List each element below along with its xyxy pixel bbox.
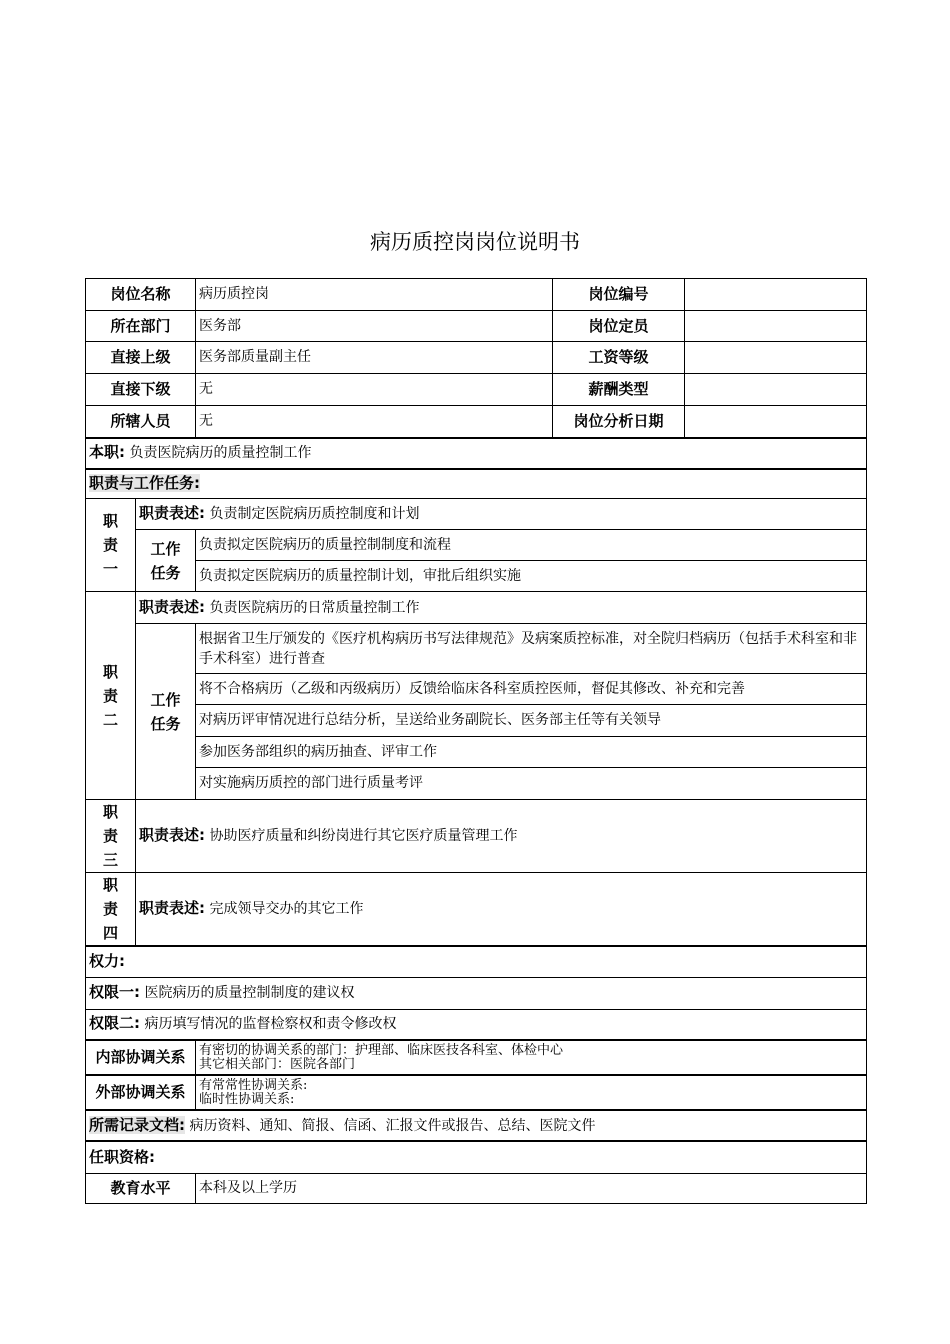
value-staff: 无 (196, 406, 553, 438)
job-description-sheet (85, 278, 866, 1204)
duty-1-task-label: 工作 任务 (136, 530, 196, 592)
duty-2-task-5: 对实施病历质控的部门进行质量考评 (196, 768, 867, 800)
duty-3-statement-label: 职责表述: (139, 826, 205, 844)
label-salary-grade: 工资等级 (553, 342, 685, 374)
duty-4-statement: 完成领导交办的其它工作 (209, 901, 364, 917)
duty-2-task-3: 对病历评审情况进行总结分析，呈送给业务副院长、医务部主任等有关领导 (196, 705, 867, 737)
header-row (86, 311, 867, 342)
power-1-value: 医院病历的质量控制制度的建议权 (144, 985, 355, 1001)
value-analysis-date (685, 406, 867, 438)
duty-2-label: 职 责 二 (86, 592, 136, 800)
external-coord-line-1: 有常常性协调关系: (199, 1077, 308, 1093)
duty-3-label: 职 责 三 (86, 800, 136, 873)
value-headcount (685, 311, 867, 342)
duty-1-task-2: 负责拟定医院病历的质量控制计划，审批后组织实施 (196, 561, 867, 592)
internal-coord-row (86, 1040, 867, 1075)
duty-1-task-row (86, 561, 867, 592)
duty-4-row (86, 873, 867, 947)
duty-2-statement-label: 职责表述: (139, 597, 205, 616)
external-coord-label: 外部协调关系 (86, 1075, 196, 1110)
power-2-label: 权限二: (89, 1014, 140, 1033)
duty-2-statement-row (86, 592, 867, 624)
value-pay-type (685, 374, 867, 406)
internal-coord-line-1: 有密切的协调关系的部门：护理部、临床医技各科室、体检中心 (199, 1042, 564, 1058)
duty-2-task-row (86, 768, 867, 800)
duties-heading: 职责与工作任务: (89, 474, 200, 493)
duty-4-label: 职 责 四 (86, 873, 136, 947)
power-2-value: 病历填写情况的监督检察权和责令修改权 (144, 1016, 397, 1033)
qualification-heading: 任职资格: (86, 1141, 867, 1173)
page-title: 病历质控岗岗位说明书 (370, 230, 580, 254)
label-position-code: 岗位编号 (553, 279, 685, 311)
power-1-label: 权限一: (89, 983, 140, 1001)
duty-1-label: 职 责 一 (86, 499, 136, 592)
label-subordinate: 直接下级 (86, 374, 196, 406)
external-coord-line-2: 临时性协调关系: (199, 1091, 295, 1107)
duty-1-statement-row (86, 499, 867, 530)
power-row-2 (86, 1009, 867, 1040)
label-analysis-date: 岗位分析日期 (553, 406, 685, 438)
duty-1-statement-label: 职责表述: (139, 504, 205, 522)
internal-coord-line-2: 其它相关部门：医院各部门 (199, 1056, 356, 1072)
label-supervisor: 直接上级 (86, 342, 196, 374)
duty-3-statement: 协助医疗质量和纠纷岗进行其它医疗质量管理工作 (209, 828, 518, 844)
duty-1-statement: 负责制定医院病历质控制度和计划 (209, 506, 420, 522)
label-staff: 所辖人员 (86, 406, 196, 438)
records-value: 病历资料、通知、简报、信函、汇报文件或报告、总结、医院文件 (189, 1117, 596, 1134)
value-position-name: 病历质控岗 (196, 279, 553, 311)
duty-3-row (86, 800, 867, 873)
duty-2-task-row (86, 705, 867, 737)
value-position-code (685, 279, 867, 311)
duty-2-task-label: 工作 任务 (136, 624, 196, 800)
duty-2-task-4: 参加医务部组织的病历抽查、评审工作 (196, 737, 867, 768)
power-heading-row (86, 946, 867, 977)
label-position-name: 岗位名称 (86, 279, 196, 311)
education-label: 教育水平 (86, 1173, 196, 1203)
power-heading: 权力: (86, 946, 867, 977)
duty-1-task-row (86, 530, 867, 561)
duty-2-task-row (86, 624, 867, 674)
header-row (86, 406, 867, 438)
core-duty-row (86, 438, 867, 469)
education-row (86, 1173, 867, 1203)
education-value: 本科及以上学历 (196, 1173, 867, 1203)
duty-2-task-1: 根据省卫生厅颁发的《医疗机构病历书写法律规范》及病案质控标准，对全院归档病历（包括手术科室和非手术科室）进行普查 (196, 624, 867, 674)
duties-heading-row (86, 469, 867, 499)
header-row (86, 342, 867, 374)
value-supervisor: 医务部质量副主任 (196, 342, 553, 374)
core-duty-label: 本职: (89, 443, 125, 461)
duty-2-task-2: 将不合格病历（乙级和丙级病历）反馈给临床各科室质控医师，督促其修改、补充和完善 (196, 674, 867, 705)
header-row (86, 374, 867, 406)
duty-2-statement: 负责医院病历的日常质量控制工作 (209, 599, 420, 616)
duty-4-statement-label: 职责表述: (139, 899, 205, 917)
label-department: 所在部门 (86, 311, 196, 342)
qualification-heading-row (86, 1141, 867, 1173)
label-pay-type: 薪酬类型 (553, 374, 685, 406)
duty-1-task-1: 负责拟定医院病历的质量控制制度和流程 (196, 530, 867, 561)
power-row-1 (86, 977, 867, 1009)
value-salary-grade (685, 342, 867, 374)
value-department: 医务部 (196, 311, 553, 342)
value-subordinate: 无 (196, 374, 553, 406)
internal-coord-label: 内部协调关系 (86, 1040, 196, 1075)
records-row (86, 1110, 867, 1141)
duty-2-task-row (86, 674, 867, 705)
header-row (86, 279, 867, 311)
external-coord-row (86, 1075, 867, 1110)
core-duty-value: 负责医院病历的质量控制工作 (129, 445, 312, 461)
records-label: 所需记录文档: (89, 1115, 185, 1134)
label-headcount: 岗位定员 (553, 311, 685, 342)
job-description-table (85, 278, 867, 1204)
duty-2-task-row (86, 737, 867, 768)
